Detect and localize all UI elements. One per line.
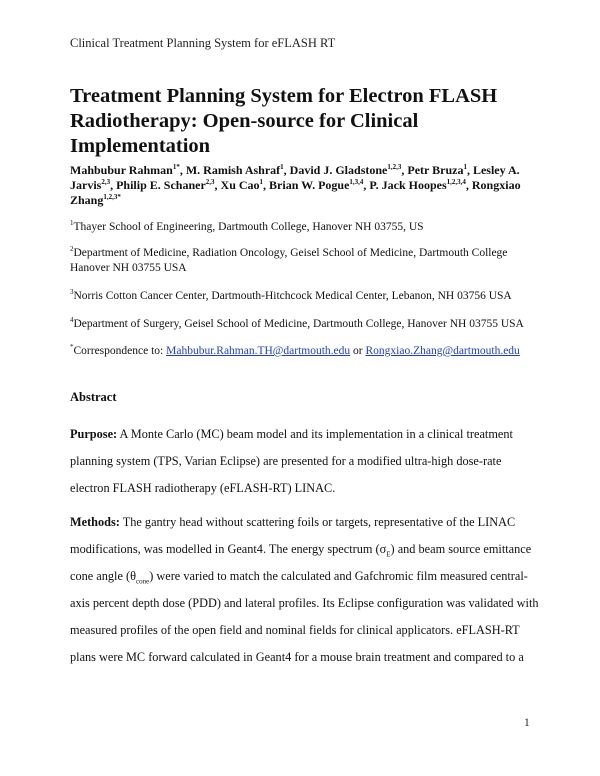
author: Lesley A. Jarvis (70, 163, 520, 192)
purpose-text: A Monte Carlo (MC) beam model and its implementation in a clinical treatment planning system (TPS, Varian Eclipse) are presented for a modified ultra-high dose-rate electron FLASH radiotherapy (eFLASH-RT) LINAC. (70, 427, 513, 495)
correspondence (70, 344, 540, 359)
abstract-purpose (70, 421, 540, 502)
author-sup: 1 (259, 178, 264, 186)
affiliation-number: 2 (70, 245, 74, 254)
methods-text-3: ) were varied to match the calculated and Gafchromic film measured central-axis percent depth dose (PDD) and lateral profiles. Its Eclipse configuration was validated with measured profiles of the open field and nominal fields for clinical applicators. eFLASH-RT plans were MC forward calculated in Geant4 for a mouse brain treatment and compared to a (70, 569, 539, 664)
author-sup: 1* (172, 163, 180, 171)
email-link-zhang[interactable]: Rongxiao.Zhang@dartmouth.edu (365, 345, 520, 357)
abstract-heading: Abstract (70, 390, 117, 404)
affiliation-text: Department of Medicine, Radiation Oncology, Geisel School of Medicine, Dartmouth College Hanover NH 03755 USA (70, 247, 508, 274)
email-link-rahman[interactable]: Mahbubur.Rahman.TH@dartmouth.edu (166, 345, 351, 357)
author: Petr Bruza (407, 163, 464, 177)
affiliation-1 (70, 220, 540, 235)
author-list: Mahbubur Rahman$^{1*}$, M. Ramish Ashraf$^1$, David J. Gladstone$^{1,2,3}$, Petr Bruza$^1$, Lesley A. Jarvis$^{2,3}$, Philip E. Schaner$^{2,3}$, Xu Cao$^1$, Brian W. Pogue$^{1,3,4}$, P. Jack Hoopes$^{1,2,3,4}$, Rongxiao Zhang$^{1,2,3*}$ (70, 163, 521, 207)
running-head: Clinical Treatment Planning System for eFLASH RT (70, 36, 336, 50)
author: David J. Gladstone (289, 163, 388, 177)
author: Mahbubur Rahman (70, 163, 173, 177)
correspondence-mark: * (70, 343, 74, 352)
author-sup: 2,3 (205, 178, 215, 186)
sigma-subscript: E (386, 550, 391, 559)
methods-text-1: The gantry head without scattering foils or targets, representative of the LINAC modifications, was modelled in Geant4. The energy spectrum (σ (70, 515, 516, 556)
author-sup: 1,3,4 (349, 178, 364, 186)
purpose-label: Purpose: (70, 427, 118, 441)
author: Brian W. Pogue (269, 178, 350, 192)
author-sup: 1,2,3 (387, 163, 402, 171)
methods-text-2: ) and beam source emittance cone angle (θ (70, 542, 532, 583)
correspondence-label: Correspondence to: (73, 345, 167, 357)
affiliation-text: Norris Cotton Cancer Center, Dartmouth-Hitchcock Medical Center, Lebanon, NH 03756 USA (73, 290, 512, 302)
abstract-methods (70, 509, 540, 671)
affiliation-number: 4 (70, 316, 74, 325)
author-sup: 2,3 (101, 178, 111, 186)
affiliation-number: 1 (70, 219, 74, 228)
page-number: 1 (524, 717, 530, 729)
author: Xu Cao (220, 178, 260, 192)
correspondence-joiner: or (350, 345, 366, 357)
affiliation-2 (70, 246, 540, 276)
author: P. Jack Hoopes (369, 178, 447, 192)
author-sup: 1 (463, 163, 467, 171)
author: M. Ramish Ashraf (185, 163, 281, 177)
paper-title: Treatment Planning System for Electron FLASH Radiotherapy: Open-source for Clinical Implementation (70, 85, 498, 157)
affiliation-text: Department of Surgery, Geisel School of Medicine, Dartmouth College, Hanover NH 03755 USA (73, 318, 524, 330)
methods-label: Methods: (70, 515, 120, 529)
affiliation-number: 3 (70, 288, 74, 297)
theta-subscript: cone (135, 577, 150, 586)
affiliation-4 (70, 317, 540, 332)
author-sup: 1,2,3* (103, 193, 121, 201)
author: Rongxiao Zhang (70, 178, 521, 207)
affiliation-3 (70, 289, 540, 304)
author: Philip E. Schaner (116, 178, 206, 192)
author-sup: 1 (280, 163, 284, 171)
affiliation-text: Thayer School of Engineering, Dartmouth College, Hanover NH 03755, US (73, 221, 424, 233)
author-sup: 1,2,3,4 (446, 178, 466, 186)
